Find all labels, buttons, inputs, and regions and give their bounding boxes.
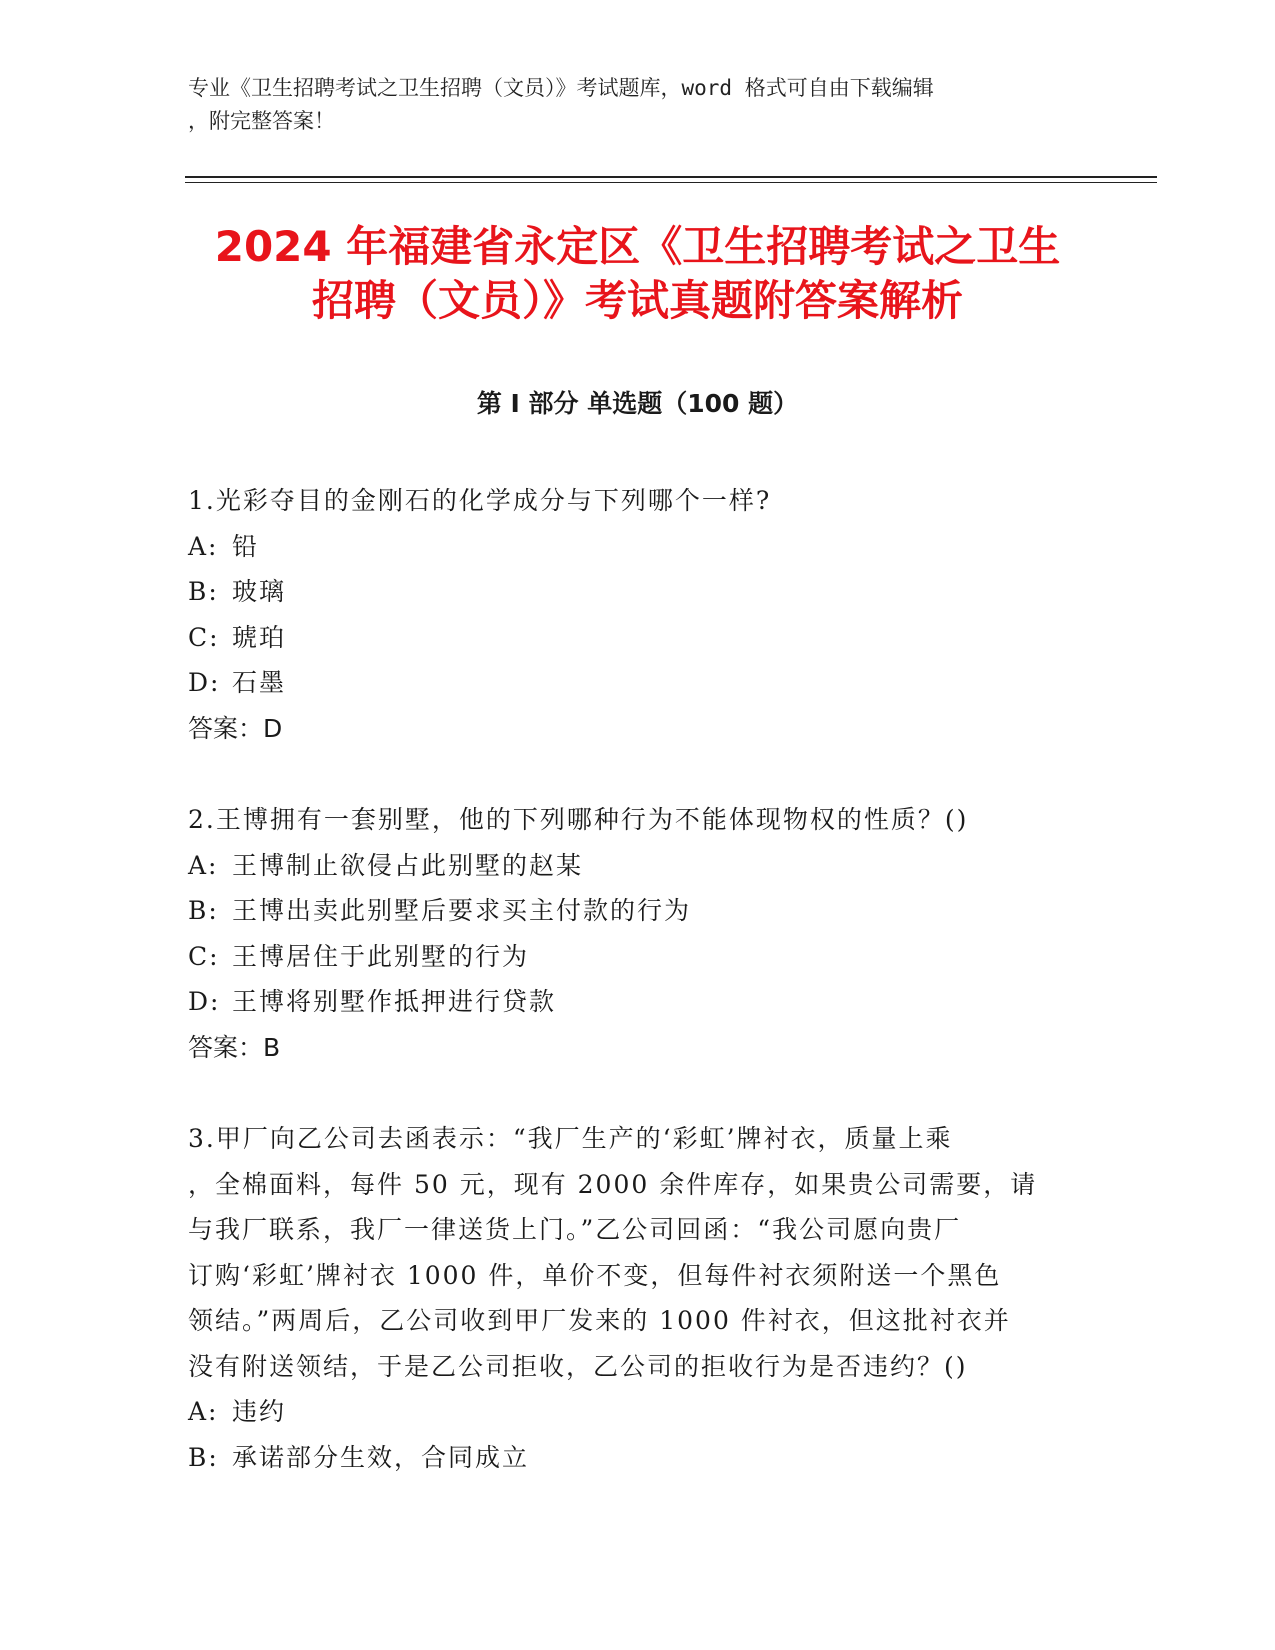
question-text-line: ，全棉面料，每件 50 元，现有 2000 余件库存，如果贵公司需要，请 <box>188 1169 1038 1199</box>
option-a <box>188 1389 1068 1435</box>
document-title-line-2: 招聘（文员）》考试真题附答案解析 <box>311 276 963 325</box>
option-letter: D: <box>188 668 221 697</box>
question-text-line: 订购‘彩虹’牌衬衣 1000 件，单价不变，但每件衬衣须附送一个黑色 <box>188 1260 1002 1290</box>
section-title: 第 I 部分 单选题（100 题） <box>476 389 799 418</box>
option-letter: A: <box>188 1397 219 1426</box>
option-text: 承诺部分生效，合同成立 <box>232 1442 530 1472</box>
option-letter: A: <box>188 531 219 561</box>
header-divider-thick <box>185 176 1157 178</box>
header-note-line-1: 专业《卫生招聘考试之卫生招聘（文员）》考试题库，word 格式可自由下载编辑 <box>188 76 934 100</box>
option-letter: B: <box>188 1442 219 1472</box>
option-c <box>188 615 1068 661</box>
option-letter: C: <box>188 622 220 652</box>
option-text: 琥珀 <box>232 622 287 652</box>
header-divider-thin <box>185 182 1157 183</box>
option-text: 玻璃 <box>232 577 287 606</box>
option-text: 石墨 <box>232 668 287 697</box>
option-text: 王博居住于此别墅的行为 <box>232 941 530 971</box>
option-d <box>188 660 1068 706</box>
option-a <box>188 843 1068 889</box>
question-text: 1.光彩夺目的金刚石的化学成分与下列哪个一样? <box>188 486 772 515</box>
option-letter: B: <box>188 896 219 925</box>
question-list <box>188 478 1068 1526</box>
document-title <box>160 220 1115 328</box>
option-letter: C: <box>188 941 220 971</box>
question-text-line: 与我厂联系，我厂一律送货上门。”乙公司回函：“我公司愿向贵厂 <box>188 1215 962 1244</box>
question-text: 2.王博拥有一套别墅，他的下列哪种行为不能体现物权的性质？() <box>188 805 969 834</box>
option-b <box>188 1435 1068 1481</box>
option-c <box>188 934 1068 980</box>
option-letter: B: <box>188 577 219 606</box>
question-text-line: 没有附送领结，于是乙公司拒收，乙公司的拒收行为是否违约？() <box>188 1351 968 1381</box>
option-text: 铅 <box>232 531 260 561</box>
option-text: 违约 <box>232 1397 287 1426</box>
question-1 <box>188 478 1068 751</box>
question-3 <box>188 1116 1068 1480</box>
option-a <box>188 524 1068 570</box>
document-title-line-1: 2024 年福建省永定区《卫生招聘考试之卫生 <box>214 222 1061 271</box>
option-d <box>188 979 1068 1025</box>
option-letter: A: <box>188 850 219 880</box>
option-b <box>188 569 1068 615</box>
option-letter: D: <box>188 987 221 1016</box>
option-text: 王博出卖此别墅后要求买主付款的行为 <box>232 896 692 925</box>
header-note-line-2: ，附完整答案！ <box>188 109 335 133</box>
option-text: 王博制止欲侵占此别墅的赵某 <box>232 850 584 880</box>
option-b <box>188 888 1068 934</box>
question-2 <box>188 797 1068 1070</box>
header-note <box>188 72 1068 138</box>
answer: 答案：D <box>188 713 283 743</box>
answer: 答案：B <box>188 1032 281 1062</box>
question-text-line: 3.甲厂向乙公司去函表示：“我厂生产的‘彩虹’牌衬衣，质量上乘 <box>188 1124 953 1153</box>
question-text-line: 领结。”两周后，乙公司收到甲厂发来的 1000 件衬衣，但这批衬衣并 <box>188 1306 1011 1335</box>
option-text: 王博将别墅作抵押进行贷款 <box>232 987 557 1016</box>
